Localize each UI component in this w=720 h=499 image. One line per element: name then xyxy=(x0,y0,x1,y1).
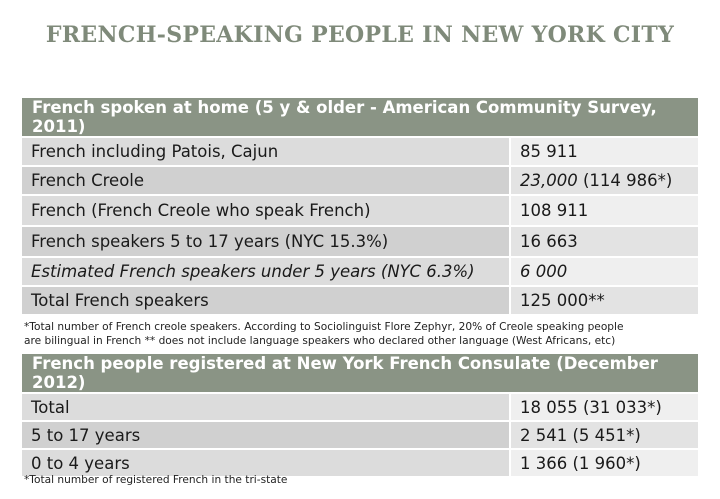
table-row xyxy=(22,137,698,166)
row-label: French Creole xyxy=(22,166,510,195)
consulate-registration-table xyxy=(22,354,698,478)
row-value: 125 000** xyxy=(510,286,698,315)
row-label: French including Patois, Cajun xyxy=(22,137,510,166)
table-header: French spoken at home (5 y & older - American Community Survey, 2011) xyxy=(22,98,698,137)
table-row xyxy=(22,226,698,257)
row-label: French (French Creole who speak French) xyxy=(22,195,510,226)
table-row xyxy=(22,166,698,195)
table-row xyxy=(22,421,698,449)
footnote: *Total number of registered French in the tri-state xyxy=(24,474,288,486)
french-spoken-at-home-table xyxy=(22,98,698,316)
table-row xyxy=(22,195,698,226)
table-header: French people registered at New York French Consulate (December 2012) xyxy=(22,354,698,393)
creole-total: (114 986*) xyxy=(577,171,673,190)
row-value: 16 663 xyxy=(510,226,698,257)
footnote xyxy=(24,321,700,348)
page-title: FRENCH-SPEAKING PEOPLE IN NEW YORK CITY xyxy=(45,22,675,48)
table-row xyxy=(22,449,698,477)
row-label: 0 to 4 years xyxy=(22,449,510,477)
row-value: 2 541 (5 451*) xyxy=(510,421,698,449)
row-label: Total French speakers xyxy=(22,286,510,315)
row-value: 108 911 xyxy=(510,195,698,226)
row-label: Total xyxy=(22,393,510,421)
row-label: Estimated French speakers under 5 years (NYC 6.3%) xyxy=(22,257,510,286)
row-value: 6 000 xyxy=(510,257,698,286)
footnote-line: *Total number of French creole speakers. According to Sociolinguist Flore Zephyr, 20% of Creole speaking people xyxy=(24,321,624,333)
row-value: 85 911 xyxy=(510,137,698,166)
table-row xyxy=(22,257,698,286)
row-label: French speakers 5 to 17 years (NYC 15.3%) xyxy=(22,226,510,257)
table-row xyxy=(22,393,698,421)
creole-estimate: 23,000 xyxy=(520,171,578,190)
footnote-line: are bilingual in French ** does not include language speakers who declared other language (West Africans, etc) xyxy=(24,334,616,347)
row-value xyxy=(510,166,698,195)
row-value: 1 366 (1 960*) xyxy=(510,449,698,477)
table-row xyxy=(22,286,698,315)
row-label: 5 to 17 years xyxy=(22,421,510,449)
row-value: 18 055 (31 033*) xyxy=(510,393,698,421)
